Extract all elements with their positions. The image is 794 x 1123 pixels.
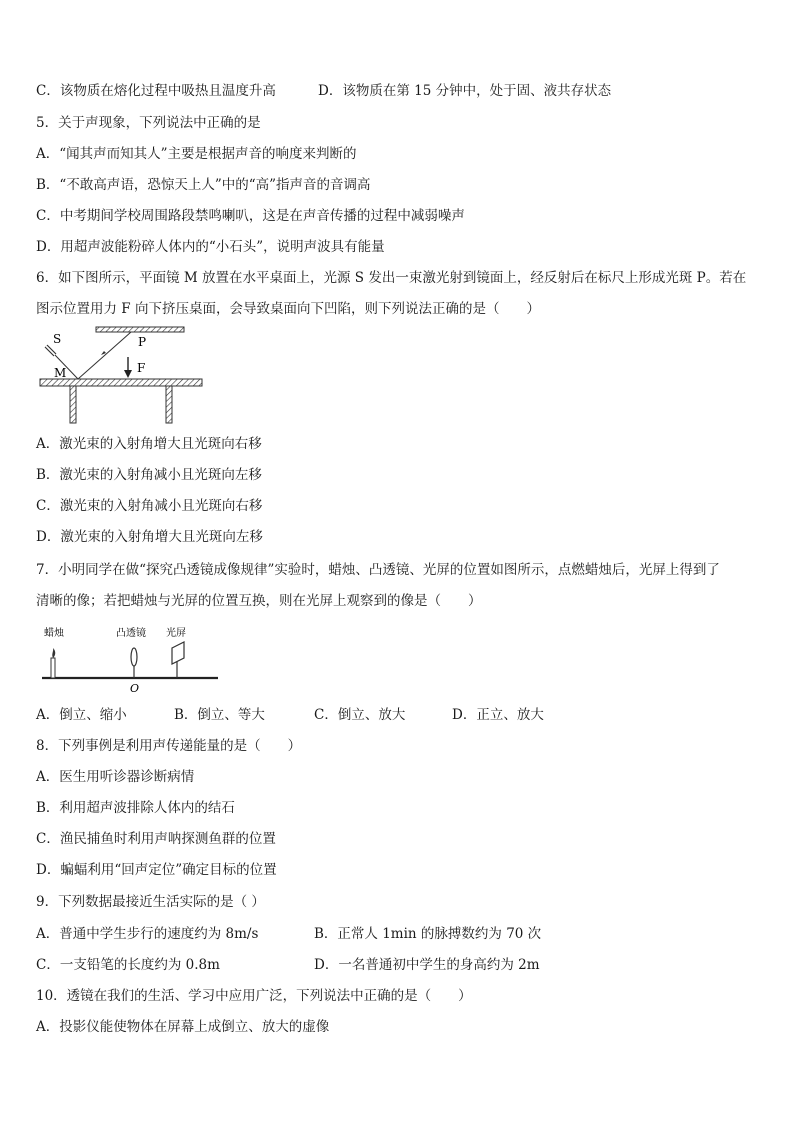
label-m: M: [54, 366, 67, 380]
q6-mirror-figure: [36, 322, 208, 428]
candle-icon: [51, 648, 55, 678]
q5-option-c: C．中考期间学校周围路段禁鸣喇叭，这是在声音传播的过程中减弱噪声: [36, 208, 465, 224]
option-d: D．该物质在第 15 分钟中，处于固、液共存状态: [318, 83, 612, 99]
q6-stem-line2: 图示位置用力 F 向下挤压桌面，会导致桌面向下凹陷，则下列说法正确的是（ ）: [36, 301, 540, 317]
label-candle: 蜡烛: [44, 628, 64, 639]
q7-option-a: A．倒立、缩小: [36, 707, 127, 723]
label-f: F: [137, 361, 146, 375]
q6-option-b: B．激光束的入射角减小且光斑向左移: [36, 467, 262, 483]
q6-option-d: D．激光束的入射角增大且光斑向左移: [36, 529, 263, 545]
q6-option-a: A．激光束的入射角增大且光斑向右移: [36, 436, 262, 452]
table-leg-left: [70, 386, 76, 423]
q8-option-a: A．医生用听诊器诊断病情: [36, 769, 195, 785]
q7-options: [36, 706, 544, 724]
laser-source-icon: [46, 346, 55, 355]
q6-stem-line1: 6．如下图所示，平面镜 M 放置在水平桌面上，光源 S 发出一束激光射到镜面上，经反射后在标尺上形成光斑 P。若在: [36, 270, 747, 286]
scale-ruler: [96, 327, 184, 332]
q7-option-b: B．倒立、等大: [174, 707, 265, 723]
q5-option-d: D．用超声波能粉碎人体内的“小石头”，说明声波具有能量: [36, 239, 385, 255]
q8-stem: 8．下列事例是利用声传递能量的是（ ）: [36, 738, 302, 754]
q9-options-row1: [36, 925, 541, 943]
q9-option-a: A．普通中学生步行的速度约为 8m/s: [36, 926, 259, 942]
q7-option-d: D．正立、放大: [452, 707, 544, 723]
q6-option-c: C．激光束的入射角减小且光斑向右移: [36, 498, 263, 514]
q7-stem-line2: 清晰的像；若把蜡烛与光屏的位置互换，则在光屏上观察到的像是（ ）: [36, 593, 482, 609]
label-p: P: [138, 335, 147, 349]
q10-option-a: A．投影仪能使物体在屏幕上成倒立、放大的虚像: [36, 1019, 330, 1035]
label-o: O: [130, 682, 140, 695]
option-c: C．该物质在熔化过程中吸热且温度升高: [36, 83, 276, 99]
q9-option-b: B．正常人 1min 的脉搏数约为 70 次: [314, 926, 542, 942]
table-leg-right: [166, 386, 172, 423]
q5-stem: 5．关于声现象，下列说法中正确的是: [36, 115, 261, 131]
force-arrow-head: [124, 370, 132, 378]
table-top: [40, 379, 202, 386]
convex-lens-icon: [131, 648, 137, 678]
reflected-ray: [78, 332, 131, 379]
q7-stem-line1: 7．小明同学在做“探究凸透镜成像规律”实验时，蜡烛、凸透镜、光屏的位置如图所示，点燃蜡烛后，光屏上得到了: [36, 562, 720, 578]
q7-lens-figure: [36, 622, 222, 696]
prev-question-options: [36, 82, 611, 100]
label-s: S: [53, 332, 62, 346]
q9-options-row2: [36, 956, 540, 974]
q10-stem: 10．透镜在我们的生活、学习中应用广泛，下列说法中正确的是（ ）: [36, 988, 472, 1004]
q8-option-c: C．渔民捕鱼时利用声呐探测鱼群的位置: [36, 831, 276, 847]
q8-option-d: D．蝙蝠利用“回声定位”确定目标的位置: [36, 862, 277, 878]
q9-option-c: C．一支铅笔的长度约为 0.8m: [36, 957, 220, 973]
q8-option-b: B．利用超声波排除人体内的结石: [36, 800, 235, 816]
label-lens: 凸透镜: [116, 628, 146, 639]
q9-option-d: D．一名普通初中学生的身高约为 2m: [314, 957, 540, 973]
q9-stem: 9．下列数据最接近生活实际的是（ ）: [36, 894, 265, 910]
q5-option-b: B．“不敢高声语，恐惊天上人”中的“高”指声音的音调高: [36, 177, 371, 193]
screen-icon: [172, 642, 184, 678]
label-screen: 光屏: [166, 628, 186, 639]
q5-option-a: A．“闻其声而知其人”主要是根据声音的响度来判断的: [36, 146, 357, 162]
q7-option-c: C．倒立、放大: [314, 707, 406, 723]
